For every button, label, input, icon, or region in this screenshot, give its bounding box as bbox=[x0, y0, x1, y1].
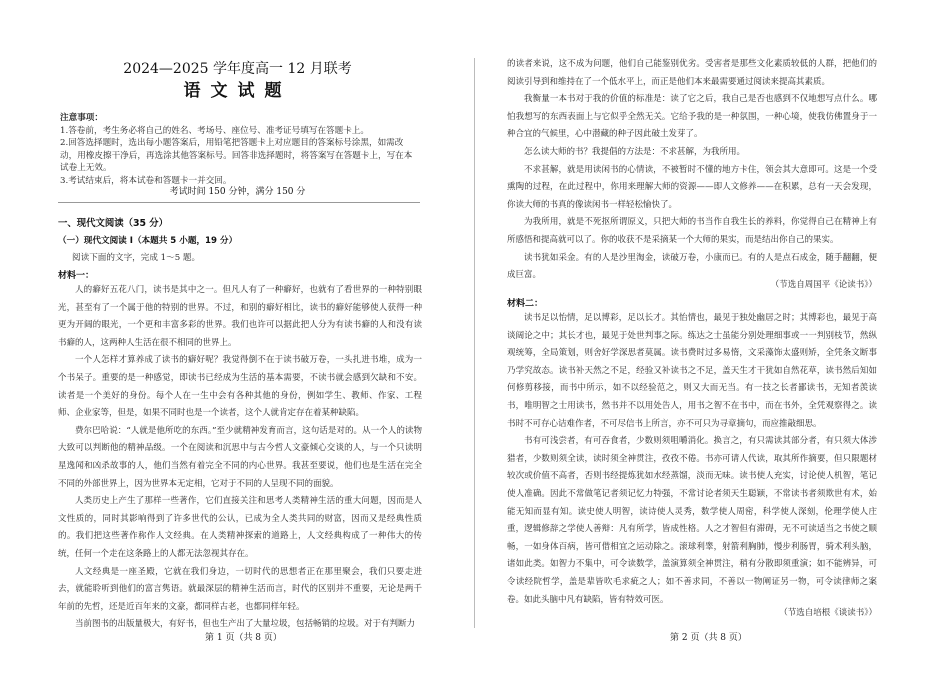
material1-label: 材料一： bbox=[58, 271, 95, 281]
divider bbox=[58, 202, 420, 203]
material1-text bbox=[58, 282, 422, 634]
note-item: 1.答卷前，考生务必将自己的姓名、考场号、座位号、准考证号填写在答题卡上。 bbox=[60, 125, 369, 136]
page-footer-right: 第 2 页（共 8 页） bbox=[670, 633, 747, 643]
subject-title: 语文试题 bbox=[183, 81, 292, 101]
notes-heading: 注意事项： bbox=[60, 113, 103, 123]
exam-timing: 考试时间 150 分钟，满分 150 分 bbox=[169, 187, 306, 197]
note-item: 3.考试结束后，将本试卷和答题卡一并交回。 bbox=[60, 175, 232, 186]
note-item: 2.回答选择题时，选出每小题答案后，用铅笔把答题卡上对应题目的答案标号涂黑，如需改动，用橡皮擦干净后，再选涂其他答案标号。回答非选择题时，将答案写在答题卡上，写在本试卷上无效。 bbox=[60, 138, 413, 174]
paragraph: 人类历史上产生了那样一些著作，它们直接关注和思考人类精神生活的重大问题，因而是人文性质的，同时其影响得到了许多世代的公认，已成为全人类共同的财富，因而又是经典性质的。我们把这些著作称作人文经典。在人类精神探索的道路上，人文经典构成了一种伟大的传统，任何一个走在这条路上的人都无法忽视其存在。 bbox=[58, 496, 422, 559]
paragraph: 费尔巴哈说：“人就是他所吃的东西。”至少就精神发育而言，这句话是对的。从一个人的读物大致可以判断他的精神品级。一个在阅读和沉思中与古今哲人文豪倾心交谈的人，与一个只读明星逸闻和凶杀故事的人，他们当然有着完全不同的内心世界。我甚至要说，他们也是生活在完全不同的外部世界上，因为世界本无定相，它对于不同的人呈现不同的面貌。 bbox=[58, 425, 422, 489]
reading-instruction: 阅读下面的文字，完成 1～5 题。 bbox=[72, 253, 201, 263]
source-citation-2: （节选自培根《谈读书》） bbox=[779, 608, 877, 618]
section-heading: 一、现代文阅读（35 分） bbox=[58, 218, 169, 229]
paragraph: 人文经典是一座圣殿，它就在我们身边，一切时代的思想者正在那里聚会，我们只要走进去，就能聆听到他们的富言隽语。就最深层的精神生活而言，时代的区别并不重要，无论是两千年前的先哲，还是近百年来的文豪，都同样古老，也都同样年轻。 bbox=[58, 566, 422, 612]
paragraph: 当前图书的出版量极大，有好书，但也生产出了大量垃圾，包括畅销的垃圾。对于有判断力 bbox=[75, 619, 416, 630]
exam-notes bbox=[60, 112, 420, 188]
paragraph: 我衡量一本书对于我的价值的标准是：读了它之后，我自己是否也感到不仅地想写点什么。哪怕我想写的东西表面上与它似乎全然无关。它给予我的是一种氛围，一种心境，使我仿佛置身于一种合宜的气候里，心中潜藏的种子因此破土发芽了。 bbox=[507, 94, 877, 140]
material2-label: 材料二： bbox=[507, 299, 544, 309]
paragraph: 读书犹如采金。有的人是沙里淘金，读破万卷，小康而已。有的人是点石成金，随手翻翻，便成巨富。 bbox=[507, 252, 877, 281]
paragraph: 读书足以怡情，足以博彩，足以长才。其怡情也，最见于独处幽居之时；其博彩也，最见于高谈阔论之中；其长才也，最见于处世判事之际。练达之士虽能分别处理细事或一一判别枝节，然纵观统筹，全局策划，则舍好学深思者莫属。读书费时过多易惰，文采藻饰太盛则矫，全凭条文断事乃学究故态。读书补天然之不足，经验又补读书之不足，盖天生才干犹如自然花草，读书然后知如何修剪移接，而书中所示，如不以经验范之，则又大而无当。有一技之长者鄙读书，无知者羡读书，唯明智之士用读书，然书并不以用处告人，用书之智不在书中，而在书外，全凭观察得之。读书时不可存心诘难作者，不可尽信书上所言，亦不可只为寻章摘句，而应推敲细思。 bbox=[507, 313, 877, 429]
material1-continued bbox=[507, 56, 877, 285]
page-footer-left: 第 1 页（共 8 页） bbox=[205, 633, 282, 643]
paragraph: 书有可浅尝者，有可吞食者，少数则须咀嚼消化。换言之，有只需读其部分者，有只须大体涉猎者，少数则须全读，读时须全神贯注，孜孜不倦。书亦可请人代读，取其所作摘要，但只限题材较次或价值不高者，否则书经提炼犹如水经蒸馏，淡而无味。读书使人充实，讨论使人机智，笔记使人准确。因此不常做笔记者须记忆力特强，不常讨论者须天生聪颖，不常读书者须欺世有术，始能无知而显有知。读史使人明智，读诗使人灵秀，数学使人周密，科学使人深刻，伦理学使人庄重，逻辑修辞之学使人善辩：凡有所学，皆成性格。人之才智但有滞碍，无不可读适当之书使之顺畅，一如身体百病，皆可借相宜之运动除之。滚球利睾，射箭利胸肺，慢步利肠胃，骑术利头脑，诸如此类。如智力不集中，可令读数学，盖演算须全神贯注，稍有分散即须重演；如不能辨异，可令读经院哲学，盖是辈皆吹毛求疵之人；如不善求同，不善以一物阐证另一物，可令读律师之案卷。如此头脑中凡有缺陷，皆有特效可医。 bbox=[507, 436, 877, 605]
subsection-heading: （一）现代文阅读 Ⅰ（本题共 5 小题，19 分） bbox=[58, 236, 238, 246]
paragraph: 人的癖好五花八门，读书是其中之一。但凡人有了一种癖好，也就有了看世界的一种特别眼光，甚至有了一个属于他的特别的世界。不过，和别的癖好相比，读书的癖好能够使人获得一种更为开阔的眼光，一个更和丰富多彩的世界。我们也许可以据此把人分为有读书癖的人和没有读书癖的人，这两种人生活在很不相同的世界上。 bbox=[58, 285, 422, 348]
exam-title: 2024—2025 学年度高一 12 月联考 bbox=[123, 61, 352, 77]
paragraph: 怎么读大师的书？我提倡的方法是：不求甚解，为我所用。 bbox=[524, 146, 746, 157]
paragraph: 不求甚解，就是用读闲书的心情读，不被暂时不懂的地方卡住，领会其大意即可。这是一个受熏陶的过程，在此过程中，你用来理解大师的资源——即人文修养——在积累，总有一天会发现，你读大师的书真的像读闲书一样轻松愉快了。 bbox=[507, 164, 877, 210]
paragraph: 为我所用，就是不死抠所谓原义，只把大师的书当作自我生长的养料，你觉得自己在精神上有所感悟和提高就可以了。你的收获不是采摘某一个大师的果实，而是结出你自己的果实。 bbox=[507, 217, 877, 245]
right-page bbox=[475, 0, 950, 673]
paragraph: 一个人怎样才算养成了读书的癖好呢？我觉得倒不在于读书破万卷，一头扎进书堆，成为一个书呆子。重要的是一种感觉，即读书已经成为生活的基本需要，不读书就会感到欠缺和不安。读者是一个美好的身份。每个人在一生中会有各种其他的身份，例如学生、教师、作家、工程师、企业家等，但是，如果不同时也是一个读者，这个人就肯定存在着某种缺陷。 bbox=[58, 355, 422, 419]
source-citation-1: （节选自周国平《论读书》） bbox=[770, 280, 877, 290]
paragraph: 的读者来说，这不成为问题，他们自己能鉴别优劣。受害者是那些文化素质较低的人群，把他们的阅读引导到和维持在了一个低水平上，而正是他们本来最需要通过阅读来提高其素质。 bbox=[507, 59, 877, 87]
material2-text bbox=[507, 310, 877, 609]
